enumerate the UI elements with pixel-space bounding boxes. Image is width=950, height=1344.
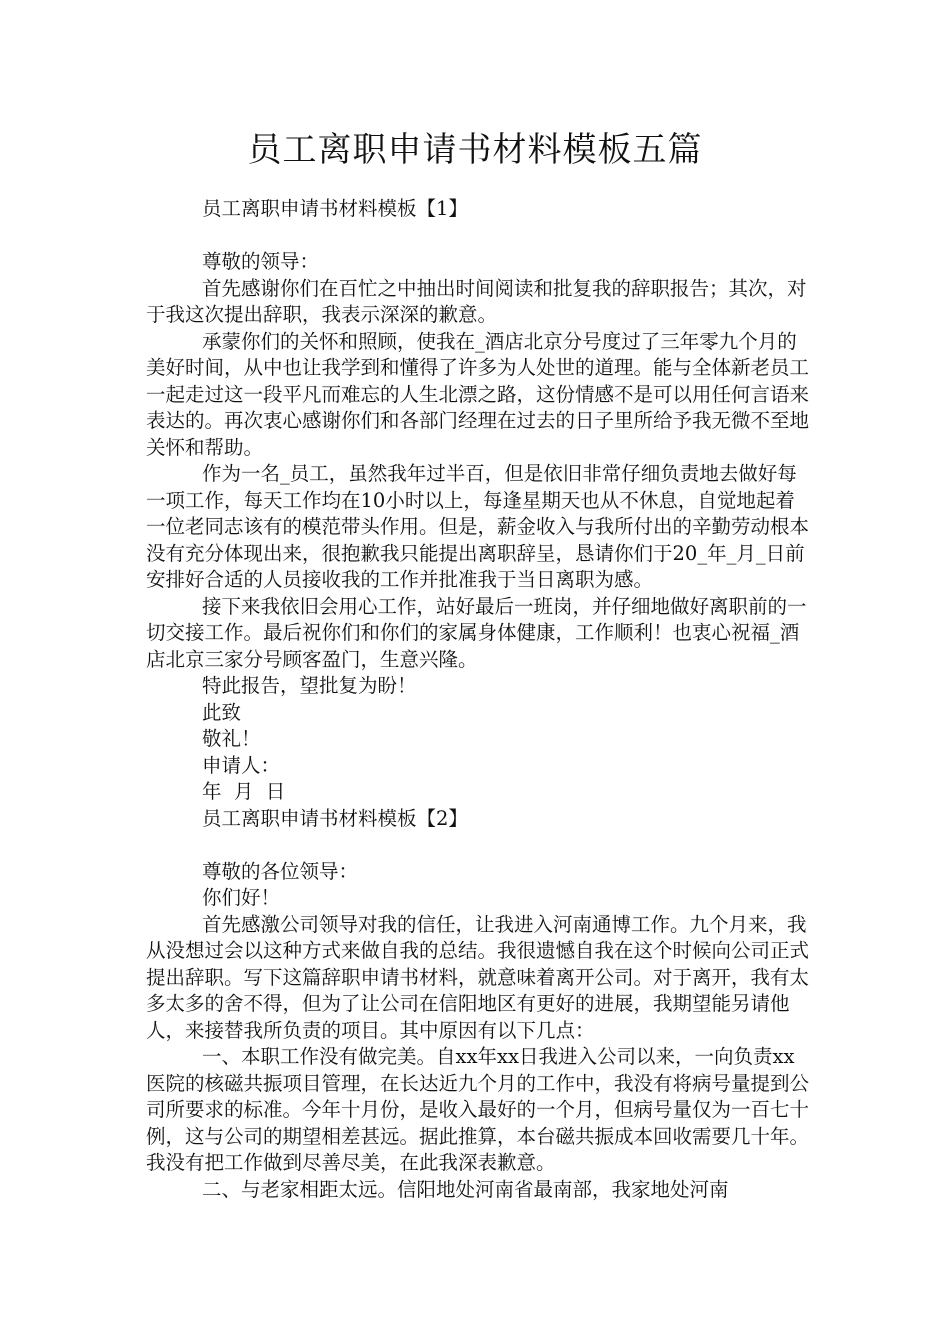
applicant-label: 申请人： bbox=[202, 753, 281, 777]
section-heading-1: 员工离职申请书材料模板【1】 bbox=[202, 197, 468, 220]
salutation-2: 尊敬的各位领导： bbox=[202, 859, 359, 883]
document-body bbox=[146, 196, 810, 1203]
closing-report: 特此报告，望批复为盼！ bbox=[202, 674, 417, 697]
paragraph: 承蒙你们的关怀和照顾，使我在_酒店北京分号度过了三年零九个月的美好时间，从中也让我学到和懂得了许多为人处世的道理。能与全体新老员工一起走过这一段平凡而难忘的人生北漂之路，这份情感不是可以用任何言语来表达的。再次衷心感谢你们和各部门经理在过去的日子里所给予我无微不至地关怀和帮助。 bbox=[146, 329, 810, 459]
closing-jingli: 敬礼！ bbox=[202, 727, 261, 750]
closing-zhizhi: 此致 bbox=[202, 700, 242, 724]
paragraph: 首先感谢你们在百忙之中抽出时间阅读和批复我的辞职报告；其次，对于我这次提出辞职，我表示深深的歉意。 bbox=[146, 276, 807, 326]
greeting: 你们好！ bbox=[202, 886, 281, 909]
paragraph: 一、本职工作没有做完美。自xx年xx日我进入公司以来，一向负责xx医院的核磁共振项目管理，在长达近九个月的工作中，我没有将病号量提到公司所要求的标准。今年十月份，是收入最好的一个月，但病号量仅为一百七十例，这与公司的期望相差甚远。据此推算，本台磁共振成本回收需要几十年。我没有把工作做到尽善尽美，在此我深表歉意。 bbox=[146, 1045, 810, 1174]
paragraph: 二、与老家相距太远。信阳地处河南省最南部，我家地处河南 bbox=[202, 1177, 729, 1201]
paragraph: 作为一名_员工，虽然我年过半百，但是依旧非常仔细负责地去做好每一项工作，每天工作均在10小时以上，每逢星期天也从不休息，自觉地起着一位老同志该有的模范带头作用。但是，薪金收入与我所付出的辛勤劳动根本没有充分体现出来，很抱歉我只能提出离职辞呈，恳请你们于20_年_月_日前安排好合适的人员接收我的工作并批准我于当日离职为感。 bbox=[146, 462, 810, 591]
paragraph: 接下来我依旧会用心工作，站好最后一班岗，并仔细地做好离职前的一切交接工作。最后祝你们和你们的家属身体健康，工作顺利！也衷心祝福_酒店北京三家分号顾客盈门，生意兴隆。 bbox=[146, 594, 807, 671]
section-heading-2: 员工离职申请书材料模板【2】 bbox=[202, 806, 468, 830]
date-label: 年 月 日 bbox=[202, 780, 286, 803]
blank-line bbox=[146, 832, 810, 859]
document-title: 员工离职申请书材料模板五篇 bbox=[247, 130, 703, 170]
paragraph: 首先感激公司领导对我的信任，让我进入河南通博工作。九个月来，我从没想过会以这种方式来做自我的总结。我很遗憾自我在这个时候向公司正式提出辞职。写下这篇辞职申请书材料，就意味着离开公司。对于离开，我有太多太多的舍不得，但为了让公司在信阳地区有更好的进展，我期望能另请他人，来接替我所负责的项目。其中原因有以下几点： bbox=[146, 912, 810, 1042]
salutation-1: 尊敬的领导： bbox=[202, 250, 320, 273]
blank-line bbox=[146, 223, 810, 250]
